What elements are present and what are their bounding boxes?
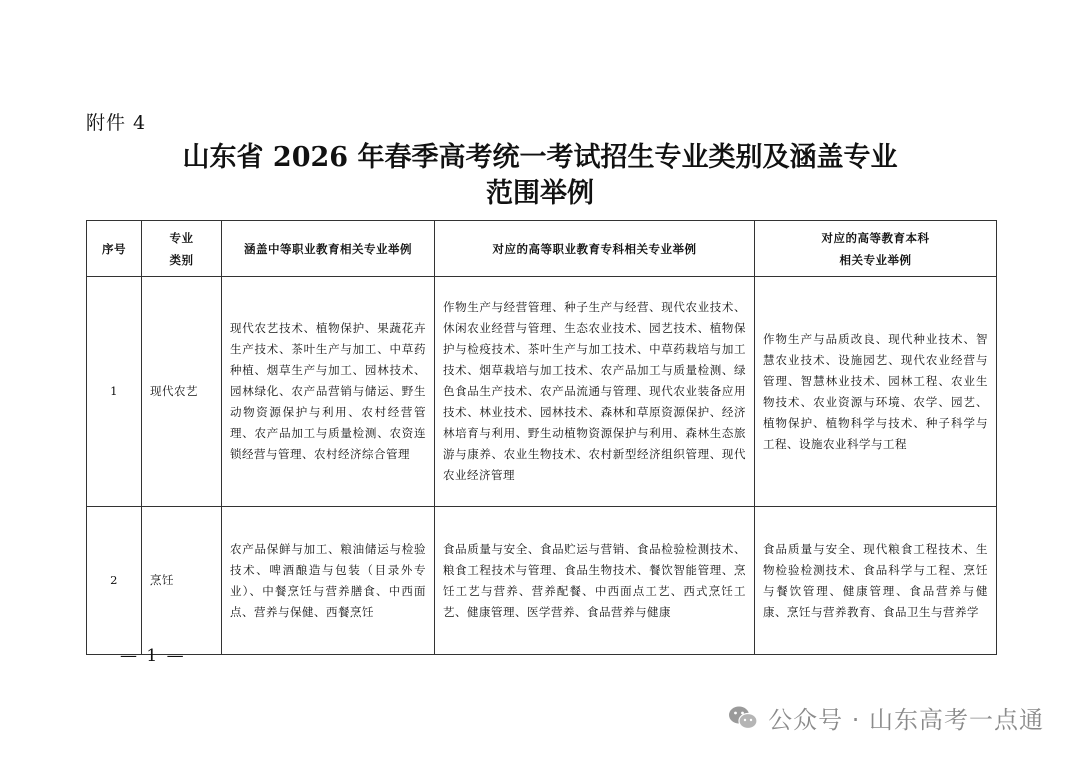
row-undergrad-majors: 作物生产与品质改良、现代种业技术、智慧农业技术、设施园艺、现代农业经营与管理、智慧林业技术、园林工程、农业生物技术、农业资源与环境、农学、园艺、植物保护、植物科学与技术、种子科学与工程、设施农业科学与工程 [755,277,997,507]
row-vocational-majors: 作物生产与经营管理、种子生产与经营、现代农业技术、休闲农业经营与管理、生态农业技术、园艺技术、植物保护与检疫技术、茶叶生产与加工技术、中草药栽培与加工技术、烟草栽培与加工技术、农产品加工与质量检测、绿色食品生产技术、农产品流通与管理、现代农业装备应用技术、林业技术、园林技术、森林和草原资源保护、经济林培育与利用、野生动植物资源保护与利用、森林生态旅游与康养、农业生物技术、农村新型经济组织管理、现代农业经济管理 [435,277,755,507]
row-category: 现代农艺 [142,277,222,507]
table-header-row [87,221,997,277]
attachment-label: 附件 4 [86,112,147,134]
header-vocational: 对应的高等职业教育专科相关专业举例 [435,221,755,277]
header-undergrad-line2: 相关专业举例 [839,252,912,267]
table-row [87,507,997,655]
watermark [728,700,1044,735]
page-title-line2: 范围举例 [486,178,594,209]
header-category-line1: 专业 [169,230,194,245]
row-index: 1 [87,277,142,507]
row-secondary-majors: 农产品保鲜与加工、粮油储运与检验技术、啤酒酿造与包装（目录外专业）、中餐烹饪与营养膳食、中西面点、营养与保健、西餐烹饪 [222,507,435,655]
major-category-table [86,220,997,655]
header-index: 序号 [87,221,142,277]
table-row [87,277,997,507]
row-vocational-majors: 食品质量与安全、食品贮运与营销、食品检验检测技术、粮食工程技术与管理、食品生物技术、餐饮智能管理、烹饪工艺与营养、营养配餐、中西面点工艺、西式烹饪工艺、健康管理、医学营养、食品营养与健康 [435,507,755,655]
header-undergrad-line1: 对应的高等教育本科 [821,230,930,245]
header-category-line2: 类别 [169,252,194,267]
header-category [142,221,222,277]
header-undergrad [755,221,997,277]
row-secondary-majors: 现代农艺技术、植物保护、果蔬花卉生产技术、茶叶生产与加工、中草药种植、烟草生产与加工、园林技术、园林绿化、农产品营销与储运、野生动物资源保护与利用、农村经营管理、农产品加工与质量检测、农资连锁经营与管理、农村经济综合管理 [222,277,435,507]
header-secondary: 涵盖中等职业教育相关专业举例 [222,221,435,277]
page-number: — 1 — [120,646,186,666]
row-index: 2 [87,507,142,655]
row-undergrad-majors: 食品质量与安全、现代粮食工程技术、生物检验检测技术、食品科学与工程、烹饪与餐饮管理、健康管理、食品营养与健康、烹饪与营养教育、食品卫生与营养学 [755,507,997,655]
row-category: 烹饪 [142,507,222,655]
watermark-text: 公众号 · 山东高考一点通 [768,706,1044,734]
page-title-line1: 山东省 2026 年春季高考统一考试招生专业类别及涵盖专业 [182,142,898,173]
wechat-icon [728,705,758,731]
